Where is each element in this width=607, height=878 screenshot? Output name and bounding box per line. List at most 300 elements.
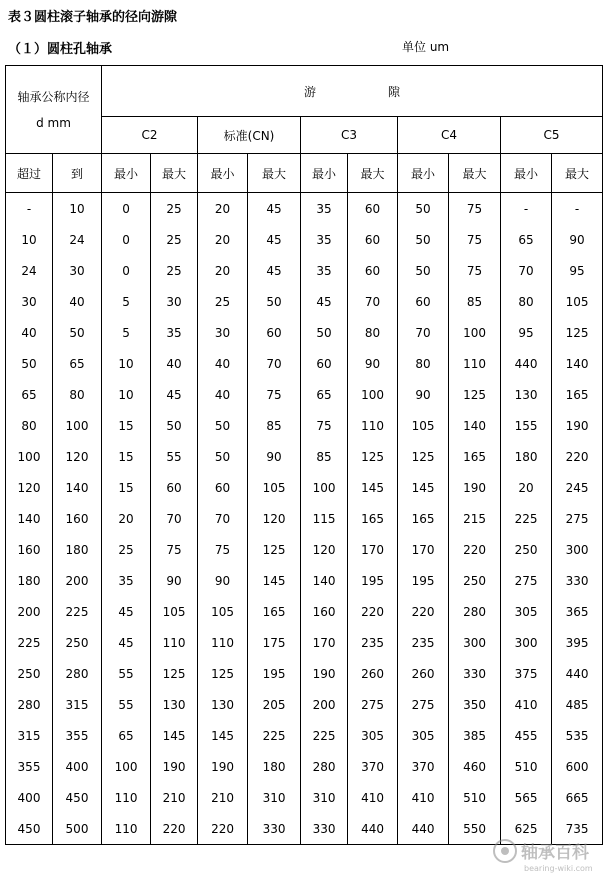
table-cell: 250 <box>501 534 552 565</box>
table-cell: 40 <box>6 317 53 348</box>
table-row <box>6 193 603 225</box>
table-cell: 20 <box>102 503 151 534</box>
table-cell: 75 <box>449 224 501 255</box>
table-cell: 145 <box>348 472 398 503</box>
table-cell: 190 <box>449 472 501 503</box>
table-cell: 30 <box>151 286 198 317</box>
page-title: 表３圆柱滚子轴承的径向游隙 <box>8 10 178 25</box>
table-cell: 210 <box>151 782 198 813</box>
table-cell: 410 <box>398 782 449 813</box>
table-cell: 535 <box>552 720 603 751</box>
diameter-unit-label: d mm <box>36 115 71 130</box>
table-cell: 35 <box>102 565 151 596</box>
table-cell: 220 <box>552 441 603 472</box>
table-cell: 80 <box>348 317 398 348</box>
table-cell: 305 <box>398 720 449 751</box>
table-cell: 275 <box>552 503 603 534</box>
table-cell: 75 <box>449 255 501 286</box>
table-cell: 120 <box>53 441 102 472</box>
table-cell: 0 <box>102 224 151 255</box>
table-cell: 180 <box>501 441 552 472</box>
table-cell: - <box>552 193 603 225</box>
table-cell: 60 <box>248 317 301 348</box>
table-cell: 75 <box>248 379 301 410</box>
table-cell: 45 <box>248 193 301 225</box>
table-cell: 100 <box>102 751 151 782</box>
table-cell: 50 <box>248 286 301 317</box>
table-cell: 300 <box>501 627 552 658</box>
table-cell: 60 <box>398 286 449 317</box>
table-row <box>6 720 603 751</box>
table-cell: 140 <box>53 472 102 503</box>
table-cell: 20 <box>198 193 248 225</box>
table-cell: 70 <box>151 503 198 534</box>
table-cell: 220 <box>198 813 248 845</box>
table-cell: 225 <box>53 596 102 627</box>
table-cell: 10 <box>6 224 53 255</box>
table-row <box>6 379 603 410</box>
table-cell: 440 <box>348 813 398 845</box>
min-header: 最小 <box>398 154 449 193</box>
table-cell: 20 <box>501 472 552 503</box>
table-cell: 510 <box>501 751 552 782</box>
unit-label: 单位 um <box>402 40 450 54</box>
table-row <box>6 596 603 627</box>
table-cell: 100 <box>6 441 53 472</box>
table-row <box>6 410 603 441</box>
table-cell: 125 <box>552 317 603 348</box>
table-cell: 145 <box>248 565 301 596</box>
table-cell: 15 <box>102 410 151 441</box>
table-cell: 120 <box>248 503 301 534</box>
table-cell: 235 <box>398 627 449 658</box>
table-row <box>6 317 603 348</box>
watermark-text: 轴承百科 <box>521 843 589 863</box>
table-cell: 140 <box>301 565 348 596</box>
table-cell: 440 <box>501 348 552 379</box>
table-cell: 350 <box>449 689 501 720</box>
table-cell: 10 <box>102 348 151 379</box>
table-cell: 155 <box>501 410 552 441</box>
table-cell: 110 <box>151 627 198 658</box>
table-cell: 160 <box>301 596 348 627</box>
table-cell: 90 <box>552 224 603 255</box>
table-cell: 40 <box>151 348 198 379</box>
table-row <box>6 472 603 503</box>
table-cell: 410 <box>348 782 398 813</box>
table-cell: 395 <box>552 627 603 658</box>
table-cell: 35 <box>301 224 348 255</box>
table-row <box>6 224 603 255</box>
table-cell: 25 <box>198 286 248 317</box>
table-cell: 75 <box>151 534 198 565</box>
table-cell: 30 <box>53 255 102 286</box>
table-cell: 440 <box>552 658 603 689</box>
max-header: 最大 <box>248 154 301 193</box>
clearance-header <box>102 66 603 117</box>
table-cell: 305 <box>348 720 398 751</box>
table-cell: 65 <box>6 379 53 410</box>
table-cell: 80 <box>6 410 53 441</box>
table-cell: 410 <box>501 689 552 720</box>
table-cell: 165 <box>248 596 301 627</box>
table-cell: 25 <box>151 224 198 255</box>
table-cell: 105 <box>398 410 449 441</box>
table-cell: 400 <box>53 751 102 782</box>
clearance-table <box>5 65 603 845</box>
table-cell: 195 <box>248 658 301 689</box>
table-cell: 30 <box>6 286 53 317</box>
table-cell: - <box>501 193 552 225</box>
table-cell: 550 <box>449 813 501 845</box>
table-cell: 200 <box>6 596 53 627</box>
table-cell: 370 <box>398 751 449 782</box>
table-cell: 50 <box>398 193 449 225</box>
table-cell: 90 <box>348 348 398 379</box>
table-cell: 45 <box>151 379 198 410</box>
table-cell: 280 <box>6 689 53 720</box>
table-cell: 125 <box>248 534 301 565</box>
table-cell: 105 <box>151 596 198 627</box>
table-cell: 65 <box>53 348 102 379</box>
table-cell: 165 <box>449 441 501 472</box>
table-cell: 100 <box>301 472 348 503</box>
table-cell: 50 <box>6 348 53 379</box>
table-cell: 15 <box>102 472 151 503</box>
table-cell: 250 <box>6 658 53 689</box>
table-cell: 50 <box>53 317 102 348</box>
table-cell: 225 <box>6 627 53 658</box>
table-cell: 10 <box>102 379 151 410</box>
table-cell: 10 <box>53 193 102 225</box>
table-cell: 24 <box>6 255 53 286</box>
table-cell: 225 <box>301 720 348 751</box>
table-cell: 220 <box>348 596 398 627</box>
table-cell: 300 <box>552 534 603 565</box>
clearance-char-1: 游 <box>304 84 317 99</box>
table-cell: 125 <box>348 441 398 472</box>
table-cell: 375 <box>501 658 552 689</box>
group-header-c5: C5 <box>501 117 603 154</box>
table-row <box>6 534 603 565</box>
table-cell: 130 <box>151 689 198 720</box>
table-cell: 215 <box>449 503 501 534</box>
table-cell: 5 <box>102 317 151 348</box>
table-row <box>6 565 603 596</box>
table-cell: 80 <box>398 348 449 379</box>
table-cell: 280 <box>301 751 348 782</box>
table-row <box>6 503 603 534</box>
table-cell: 55 <box>102 689 151 720</box>
table-cell: 55 <box>151 441 198 472</box>
table-cell: 140 <box>552 348 603 379</box>
table-cell: 115 <box>301 503 348 534</box>
table-cell: 400 <box>6 782 53 813</box>
table-cell: 25 <box>151 193 198 225</box>
table-cell: 145 <box>198 720 248 751</box>
table-row <box>6 813 603 845</box>
table-cell: 120 <box>301 534 348 565</box>
table-cell: 35 <box>301 193 348 225</box>
table-cell: 90 <box>198 565 248 596</box>
table-cell: 280 <box>53 658 102 689</box>
max-header: 最大 <box>151 154 198 193</box>
table-cell: 50 <box>198 410 248 441</box>
table-cell: 55 <box>102 658 151 689</box>
table-cell: 95 <box>552 255 603 286</box>
table-cell: 110 <box>198 627 248 658</box>
table-cell: 60 <box>151 472 198 503</box>
table-cell: 510 <box>449 782 501 813</box>
table-cell: 280 <box>449 596 501 627</box>
table-cell: 225 <box>248 720 301 751</box>
table-cell: 0 <box>102 255 151 286</box>
table-cell: 260 <box>398 658 449 689</box>
table-cell: 65 <box>501 224 552 255</box>
table-cell: 35 <box>151 317 198 348</box>
table-cell: 40 <box>53 286 102 317</box>
table-cell: 190 <box>198 751 248 782</box>
table-cell: 165 <box>552 379 603 410</box>
table-cell: 455 <box>501 720 552 751</box>
table-cell: 665 <box>552 782 603 813</box>
table-cell: 305 <box>501 596 552 627</box>
table-row <box>6 627 603 658</box>
table-cell: 105 <box>248 472 301 503</box>
table-cell: 85 <box>248 410 301 441</box>
table-cell: 310 <box>301 782 348 813</box>
to-header: 到 <box>53 154 102 193</box>
table-cell: 0 <box>102 193 151 225</box>
table-cell: 110 <box>449 348 501 379</box>
table-cell: 60 <box>348 193 398 225</box>
group-header-cn: 标准(CN) <box>198 117 301 154</box>
table-cell: 100 <box>348 379 398 410</box>
table-row <box>6 658 603 689</box>
table-cell: 165 <box>348 503 398 534</box>
table-cell: 65 <box>301 379 348 410</box>
table-cell: 195 <box>398 565 449 596</box>
table-cell: 70 <box>248 348 301 379</box>
table-cell: 190 <box>151 751 198 782</box>
table-cell: 90 <box>398 379 449 410</box>
table-body <box>6 193 603 845</box>
over-header: 超过 <box>6 154 53 193</box>
table-cell: 170 <box>398 534 449 565</box>
table-cell: 735 <box>552 813 603 845</box>
table-cell: 130 <box>501 379 552 410</box>
min-header: 最小 <box>198 154 248 193</box>
table-cell: 24 <box>53 224 102 255</box>
table-cell: 205 <box>248 689 301 720</box>
table-cell: 75 <box>198 534 248 565</box>
clearance-char-2: 隙 <box>388 84 401 99</box>
table-cell: 85 <box>301 441 348 472</box>
table-cell: 500 <box>53 813 102 845</box>
table-cell: 60 <box>348 255 398 286</box>
table-cell: 365 <box>552 596 603 627</box>
table-cell: 80 <box>53 379 102 410</box>
table-cell: 175 <box>248 627 301 658</box>
max-header: 最大 <box>552 154 603 193</box>
table-cell: 170 <box>348 534 398 565</box>
table-cell: 625 <box>501 813 552 845</box>
table-cell: 70 <box>501 255 552 286</box>
group-header-c4: C4 <box>398 117 501 154</box>
table-cell: 160 <box>6 534 53 565</box>
table-cell: 35 <box>301 255 348 286</box>
table-cell: 110 <box>348 410 398 441</box>
table-cell: 100 <box>53 410 102 441</box>
table-cell: 370 <box>348 751 398 782</box>
table-cell: 45 <box>102 596 151 627</box>
table-cell: 210 <box>198 782 248 813</box>
table-cell: 70 <box>198 503 248 534</box>
min-header: 最小 <box>501 154 552 193</box>
table-cell: 250 <box>449 565 501 596</box>
table-row <box>6 348 603 379</box>
diameter-header <box>6 66 102 154</box>
table-cell: 220 <box>449 534 501 565</box>
table-cell: 275 <box>348 689 398 720</box>
table-row <box>6 286 603 317</box>
table-cell: 440 <box>398 813 449 845</box>
table-cell: 250 <box>53 627 102 658</box>
table-cell: 25 <box>102 534 151 565</box>
table-cell: 100 <box>449 317 501 348</box>
group-header-c3: C3 <box>301 117 398 154</box>
table-cell: 315 <box>53 689 102 720</box>
table-row <box>6 441 603 472</box>
section-subtitle: （１）圆柱孔轴承 <box>8 42 113 57</box>
table-cell: 15 <box>102 441 151 472</box>
table-cell: 460 <box>449 751 501 782</box>
table-cell: 200 <box>301 689 348 720</box>
table-cell: 330 <box>248 813 301 845</box>
table-cell: 45 <box>102 627 151 658</box>
max-header: 最大 <box>348 154 398 193</box>
table-cell: 110 <box>102 813 151 845</box>
table-cell: 50 <box>398 224 449 255</box>
table-cell: 195 <box>348 565 398 596</box>
table-cell: 45 <box>248 224 301 255</box>
table-cell: 310 <box>248 782 301 813</box>
table-cell: 80 <box>501 286 552 317</box>
table-cell: 260 <box>348 658 398 689</box>
min-header: 最小 <box>301 154 348 193</box>
table-cell: 140 <box>449 410 501 441</box>
table-cell: 45 <box>301 286 348 317</box>
table-row <box>6 255 603 286</box>
table-cell: 200 <box>53 565 102 596</box>
table-cell: 85 <box>449 286 501 317</box>
table-cell: - <box>6 193 53 225</box>
table-cell: 190 <box>552 410 603 441</box>
table-cell: 70 <box>348 286 398 317</box>
max-header: 最大 <box>449 154 501 193</box>
table-cell: 235 <box>348 627 398 658</box>
table-cell: 45 <box>248 255 301 286</box>
table-cell: 450 <box>53 782 102 813</box>
table-cell: 95 <box>501 317 552 348</box>
group-header-c2: C2 <box>102 117 198 154</box>
table-row <box>6 751 603 782</box>
table-cell: 75 <box>301 410 348 441</box>
table-cell: 65 <box>102 720 151 751</box>
table-cell: 180 <box>6 565 53 596</box>
table-cell: 60 <box>301 348 348 379</box>
table-cell: 600 <box>552 751 603 782</box>
table-cell: 355 <box>6 751 53 782</box>
table-cell: 20 <box>198 224 248 255</box>
table-cell: 485 <box>552 689 603 720</box>
min-header: 最小 <box>102 154 151 193</box>
table-cell: 565 <box>501 782 552 813</box>
table-cell: 105 <box>552 286 603 317</box>
table-cell: 330 <box>552 565 603 596</box>
table-cell: 5 <box>102 286 151 317</box>
table-cell: 60 <box>198 472 248 503</box>
watermark-url: bearing-wiki.com <box>524 864 593 873</box>
table-cell: 300 <box>449 627 501 658</box>
table-cell: 170 <box>301 627 348 658</box>
table-cell: 105 <box>198 596 248 627</box>
table-cell: 90 <box>151 565 198 596</box>
table-cell: 245 <box>552 472 603 503</box>
table-cell: 125 <box>151 658 198 689</box>
table-cell: 165 <box>398 503 449 534</box>
table-cell: 130 <box>198 689 248 720</box>
table-cell: 50 <box>398 255 449 286</box>
table-cell: 190 <box>301 658 348 689</box>
table-cell: 160 <box>53 503 102 534</box>
table-cell: 140 <box>6 503 53 534</box>
table-cell: 70 <box>398 317 449 348</box>
table-cell: 225 <box>501 503 552 534</box>
table-cell: 30 <box>198 317 248 348</box>
table-cell: 355 <box>53 720 102 751</box>
table-cell: 20 <box>198 255 248 286</box>
table-cell: 330 <box>449 658 501 689</box>
table-cell: 145 <box>398 472 449 503</box>
table-cell: 145 <box>151 720 198 751</box>
table-row <box>6 689 603 720</box>
table-cell: 275 <box>501 565 552 596</box>
table-cell: 40 <box>198 379 248 410</box>
table-cell: 75 <box>449 193 501 225</box>
table-row <box>6 782 603 813</box>
table-cell: 120 <box>6 472 53 503</box>
diameter-label: 轴承公称内径 <box>17 89 90 104</box>
table-cell: 40 <box>198 348 248 379</box>
table-cell: 385 <box>449 720 501 751</box>
table-cell: 220 <box>151 813 198 845</box>
table-cell: 330 <box>301 813 348 845</box>
table-cell: 125 <box>398 441 449 472</box>
table-cell: 275 <box>398 689 449 720</box>
table-cell: 180 <box>248 751 301 782</box>
table-cell: 110 <box>102 782 151 813</box>
table-cell: 25 <box>151 255 198 286</box>
table-cell: 220 <box>398 596 449 627</box>
table-cell: 50 <box>198 441 248 472</box>
table-cell: 90 <box>248 441 301 472</box>
table-cell: 50 <box>151 410 198 441</box>
table-cell: 50 <box>301 317 348 348</box>
table-cell: 125 <box>198 658 248 689</box>
table-cell: 450 <box>6 813 53 845</box>
table-cell: 60 <box>348 224 398 255</box>
